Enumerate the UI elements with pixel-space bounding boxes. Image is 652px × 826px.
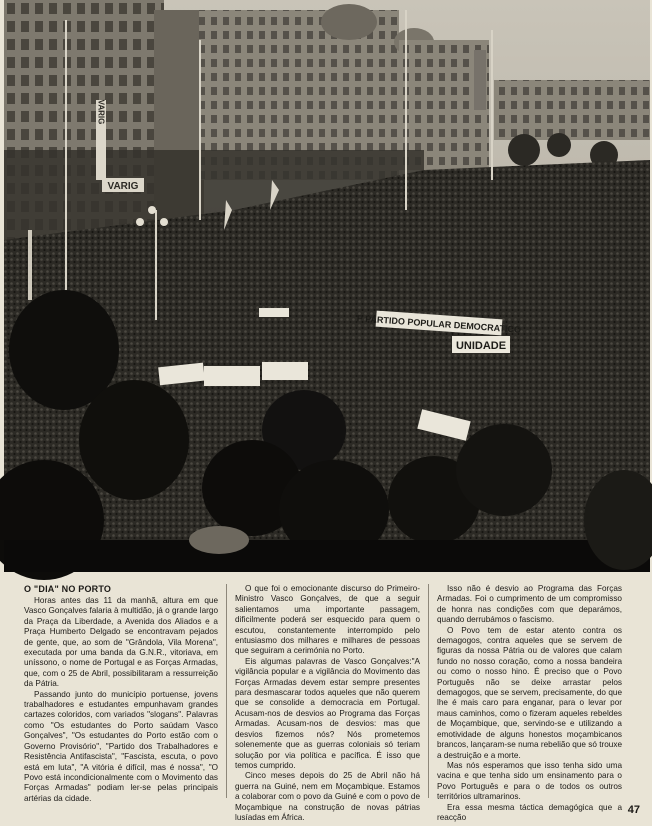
- crowd-photo-drawing: [4, 0, 650, 572]
- paragraph: Mas nós esperamos que isso tenha sido uma vacina e que tenha sido um ensinamento para o Povo Português e para o de todos os outros territórios ultramarinos.: [437, 760, 622, 802]
- article-heading: O "DIA" NO PORTO: [24, 584, 112, 594]
- article-column-2: [226, 584, 428, 822]
- paragraph: Cinco meses depois do 25 de Abril não há guerra na Guiné, nem em Moçambique. Estamos a colaborar com o povo da Guiné e com o povo de Moçambique na construção de novas pátrias lusíadas em África.: [235, 771, 420, 822]
- article-column-1: [24, 584, 226, 803]
- banner-ppd-text: P PARTIDO POPULAR DEMOCRATICO: [356, 313, 522, 335]
- article-columns: [24, 584, 632, 822]
- paragraph: Passando junto do município portuense, jovens trabalhadores e estudantes empunhavam grandes cartazes coloridos, com variados "slogans". Palavras como "Os estudantes do Porto saúdam Vasco Gonçalves", "Os estudantes do Porto estão com o Governo Provisório", "Partido dos Trabalhadores e Resistência Antifascista", "Fascista, escuta, o povo está em luta", "A vitória é difícil, mas é nossa", "O Povo está incondicionalmente com o Movimento das Forças Armadas" podiam ler-se pelas principais artérias da cidade.: [24, 689, 218, 803]
- paragraph: Eis algumas palavras de Vasco Gonçalves:"A vigilância popular e a vigilância do Movimento das Forças Armadas devem estar sempre presentes para desmascarar todos aqueles que não querem que se consolide a democracia em Portugal. Acusam-nos de desvios ao Programa das Forças Armadas. Acusam-nos de desvios: mas que desvios fizemos nós? Nós prometemos solenemente que as guerras coloniais só teriam solução por via política e pacífica. É isso que temos cumprido.: [235, 656, 420, 770]
- article-column-3: [428, 584, 630, 822]
- paragraph: Era essa mesma táctica demagógica que a reacção: [437, 802, 622, 822]
- paragraph: O Povo tem de estar atento contra os demagogos, contra aqueles que se servem de figuras da nossa Pátria ou de valores que calam fundo no nosso coração, como a nossa bandeira ou como o nosso hino. É preciso que o Povo Português não se deixe arrastar pelos demagogos, que se servem, precisamente, do que lhe é mais caro para enganar, para o levar por maus caminhos, como o fizeram aqueles rebeldes de Moçambique, que, servindo-se e utilizando a emotividade de alguns honestos moçambicanos brancos, lançaram-se numa rebelião que só trouxe a destruição e a morte.: [437, 625, 622, 760]
- varig-horizontal-sign: VARIG: [107, 181, 139, 192]
- paragraph: Horas antes das 11 da manhã, altura em que Vasco Gonçalves falaria à multidão, já o grande largo da Praça da Liberdade, a Avenida dos Aliados e a Praça Humberto Delgado se encontravam pejados de gente, que, ao som de "Grândola, Vila Morena", executada por uma banda da G.N.R., vitoriava, em uníssono, o nome de Portugal e as Forças Armadas, que, com o 25 de Abril, possibilitaram a ressurreição da Pátria.: [24, 596, 218, 689]
- crowd-photo: [4, 0, 650, 572]
- banner-unidade-text: UNIDADE: [455, 340, 507, 352]
- paragraph: Isso não é desvio ao Programa das Forças Armadas. Foi o cumprimento de um compromisso de honra nas condições com que deparámos, quando derrubámos o fascismo.: [437, 584, 622, 625]
- varig-vertical-sign: VARIG: [96, 99, 106, 125]
- paragraph: O que foi o emocionante discurso do Primeiro-Ministro Vasco Gonçalves, de que a seguir salientamos uma importante passagem, dificilmente poderá ser esquecido para quem o escutou, constantemente interrompido pelo entusiasmo dos milhares e milhares de pessoas que seguiram a cerimónia no Porto.: [235, 584, 420, 656]
- page-number: 47: [627, 804, 640, 816]
- banner-unidade: [452, 336, 510, 353]
